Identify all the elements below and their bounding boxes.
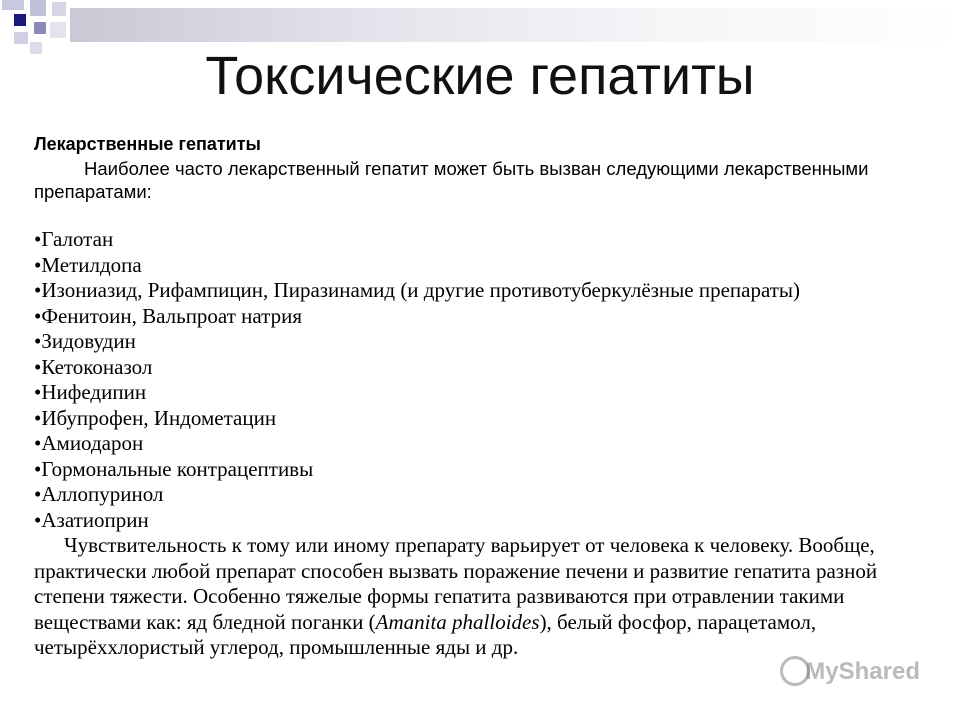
deco-square-mid xyxy=(52,2,66,16)
drug-item: • Амиодарон xyxy=(34,431,934,457)
deco-square-mid xyxy=(34,22,46,34)
drug-item: • Гормональные контрацептивы xyxy=(34,457,934,483)
slide-content xyxy=(34,131,934,661)
closing-text-end: ), белый фосфор, парацетамол, четырёххлористый углерод, промышленные яды и др. xyxy=(34,609,817,659)
deco-square-light xyxy=(14,32,28,44)
watermark: MyShared xyxy=(805,658,920,685)
drug-item: • Нифедипин xyxy=(34,380,934,406)
closing-text-start: Чувствительность к тому или иному препарату варьирует от человека к человеку. Вообще, практически любой препарат способен вызвать поражение печени и развитие гепатита разной степени тяжести. Особенно тяжелые формы гепатита развиваются при отравлении такими веществами как: яд бледной поганки ( xyxy=(34,533,878,634)
header-gradient-bar xyxy=(70,8,960,42)
slide-title: Токсические гепатиты xyxy=(205,46,755,106)
drug-item: • Изониазид, Рифампицин, Пиразинамид (и другие противотуберкулёзные препараты) xyxy=(34,278,934,304)
deco-square-mid xyxy=(30,0,46,16)
drug-item: • Метилдопа xyxy=(34,253,934,279)
deco-square-dark xyxy=(14,14,26,26)
subheading: Лекарственные гепатиты xyxy=(34,134,261,154)
drug-item: • Галотан xyxy=(34,227,934,253)
intro-paragraph: Наиболее часто лекарственный гепатит может быть вызван следующими лекарственными препаратами: xyxy=(34,158,869,202)
closing-paragraph xyxy=(34,533,934,661)
species-name: Amanita phalloides xyxy=(375,609,540,634)
drug-list xyxy=(34,227,934,533)
deco-square-light xyxy=(2,0,24,10)
drug-item: • Фенитоин, Вальпроат натрия xyxy=(34,304,934,330)
drug-item: • Ибупрофен, Индометацин xyxy=(34,406,934,432)
spacer xyxy=(34,203,934,227)
drug-item: • Азатиоприн xyxy=(34,508,934,534)
drug-item: • Кетоконазол xyxy=(34,355,934,381)
drug-item: • Зидовудин xyxy=(34,329,934,355)
drug-item: • Аллопуринол xyxy=(34,482,934,508)
deco-square-light xyxy=(50,22,66,38)
